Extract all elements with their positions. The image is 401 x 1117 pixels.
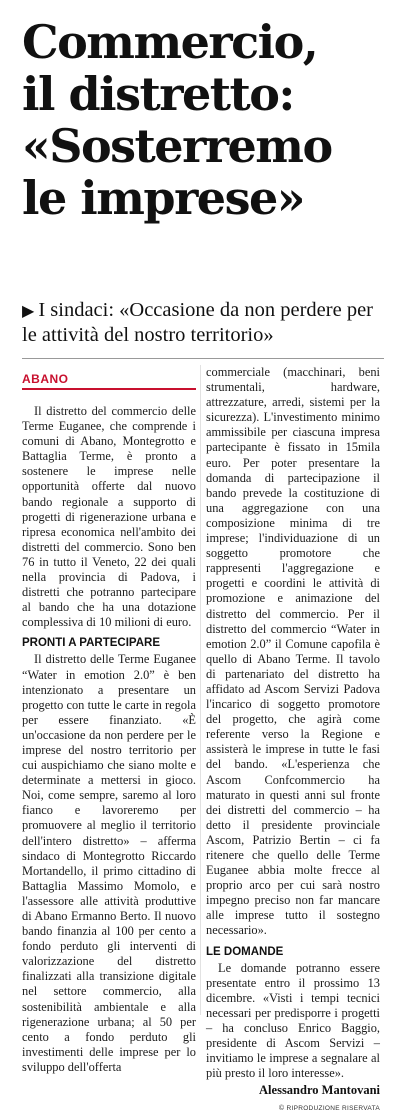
subtitle-pronti: PRONTI A PARTECIPARE bbox=[22, 637, 161, 650]
column-divider bbox=[200, 365, 201, 1015]
divider bbox=[22, 358, 384, 359]
subheadline bbox=[22, 298, 392, 348]
copyright-text: RIPRODUZIONE RISERVATA bbox=[286, 1105, 380, 1113]
headline-line-3: «Sosterremo bbox=[22, 119, 332, 173]
headline-line-1: Commercio, bbox=[22, 15, 318, 69]
section-label: ABANO bbox=[22, 372, 196, 390]
paragraph-intro: Il distretto del commercio delle Terme Euganee, che comprende i comuni di Abano, Montegrotto e Battaglia Terme, è pronto a sostenere le imprese nelle opportunità offerte dal nuovo bando regionale a supporto di progetti di rigenerazione urbana e ripresa economica nell'ambito dei distretti del commercio. Sono ben 76 in tutto il Veneto, 22 dei quali nella provincia di Padova, i distretti che potranno partecipare al bando che ha una dotazione complessiva di 10 milioni di euro. bbox=[22, 404, 196, 630]
paragraph-domande: Le domande potranno essere presentate entro il prossimo 13 dicembre. «Visti i tempi tecnici necessari per predisporre i progetti – ha concluso Enrico Baggio, presidente di Ascom Servizi – invitiamo le imprese a segnalare al più presto il loro interesse». bbox=[206, 960, 380, 1081]
copyright-icon: © bbox=[278, 1105, 285, 1113]
paragraph-continued: commerciale (macchinari, beni strumentali, hardware, attrezzature, arredi, sistemi per la sicurezza). L'investimento minimo ammissibile per ciascuna impresa partecipante è fissato in 15mila euro. Per poter presentare la domanda di partecipazione il bando prevede la costituzione di una aggregazione con una composizione minima di tre imprese; l'individuazione di un soggetto promotore che rappresenti l'aggregazione e progetti e coordini le attività di promozione e animazione del distretto del commercio. Per il distretto del commercio “Water in emotion 2.0” il Comune capofila è quello di Abano Terme. Il tavolo di partenariato del distretto ha affidato ad Ascom Servizi Padova l'incarico di soggetto promotore del progetto, che agirà come referente verso la Regione e assisterà le imprese in tutte le fasi del bando. «L'esperienza che Ascom Confcommercio ha maturato in questi anni sul fronte dei distretti del commercio – ha detto il presidente provinciale Ascom, Patrizio Bertin – ci fa ritenere che quello delle Terme Euganee abbia molte frecce al proprio arco per cui sarà nostro impegno preciso non far mancare alle imprese tutto il sostegno necessario». bbox=[206, 365, 380, 938]
column-left bbox=[22, 372, 196, 1075]
paragraph-pronti: Il distretto delle Terme Euganee “Water in emotion 2.0” è ben intenzionato a presentare un progetto con tutte le carte in regola per essere finanziato. «È un'occasione da non perdere per le imprese del nostro territorio per cui auspichiamo che siano molte e determinate a mettersi in gioco. Noi, come sempre, saremo al loro fianco e lavoreremo per promuovere al meglio il territorio dell'intero distretto» – afferma sindaco di Montegrotto Riccardo Mortandello, il primo cittadino di Battaglia Massimo Momolo, e l'assessore alle attività produttive di Abano Ermanno Berto. Il nuovo bando finanzia al 100 per cento a fondo perduto gli interventi di valorizzazione del distretto finalizzati alla transizione digitale nel settore commercio, alla sostenibilità ambientale e alla rigenerazione urbana; al 50 per cento a fondo perduto gli investimenti delle imprese per lo sviluppo dell'offerta bbox=[22, 652, 196, 1074]
headline-line-2: il distretto: bbox=[22, 67, 294, 121]
headline-line-4: le imprese» bbox=[22, 171, 304, 225]
author-byline: Alessandro Mantovani bbox=[259, 1083, 380, 1098]
subheadline-text: I sindaci: «Occasione da non perdere per le attività del nostro territorio» bbox=[22, 299, 373, 346]
headline bbox=[22, 16, 392, 224]
copyright-notice bbox=[206, 1101, 380, 1116]
column-right bbox=[206, 365, 380, 1117]
play-arrow-icon: ▶ bbox=[22, 301, 35, 320]
subtitle-domande: LE DOMANDE bbox=[206, 945, 284, 958]
